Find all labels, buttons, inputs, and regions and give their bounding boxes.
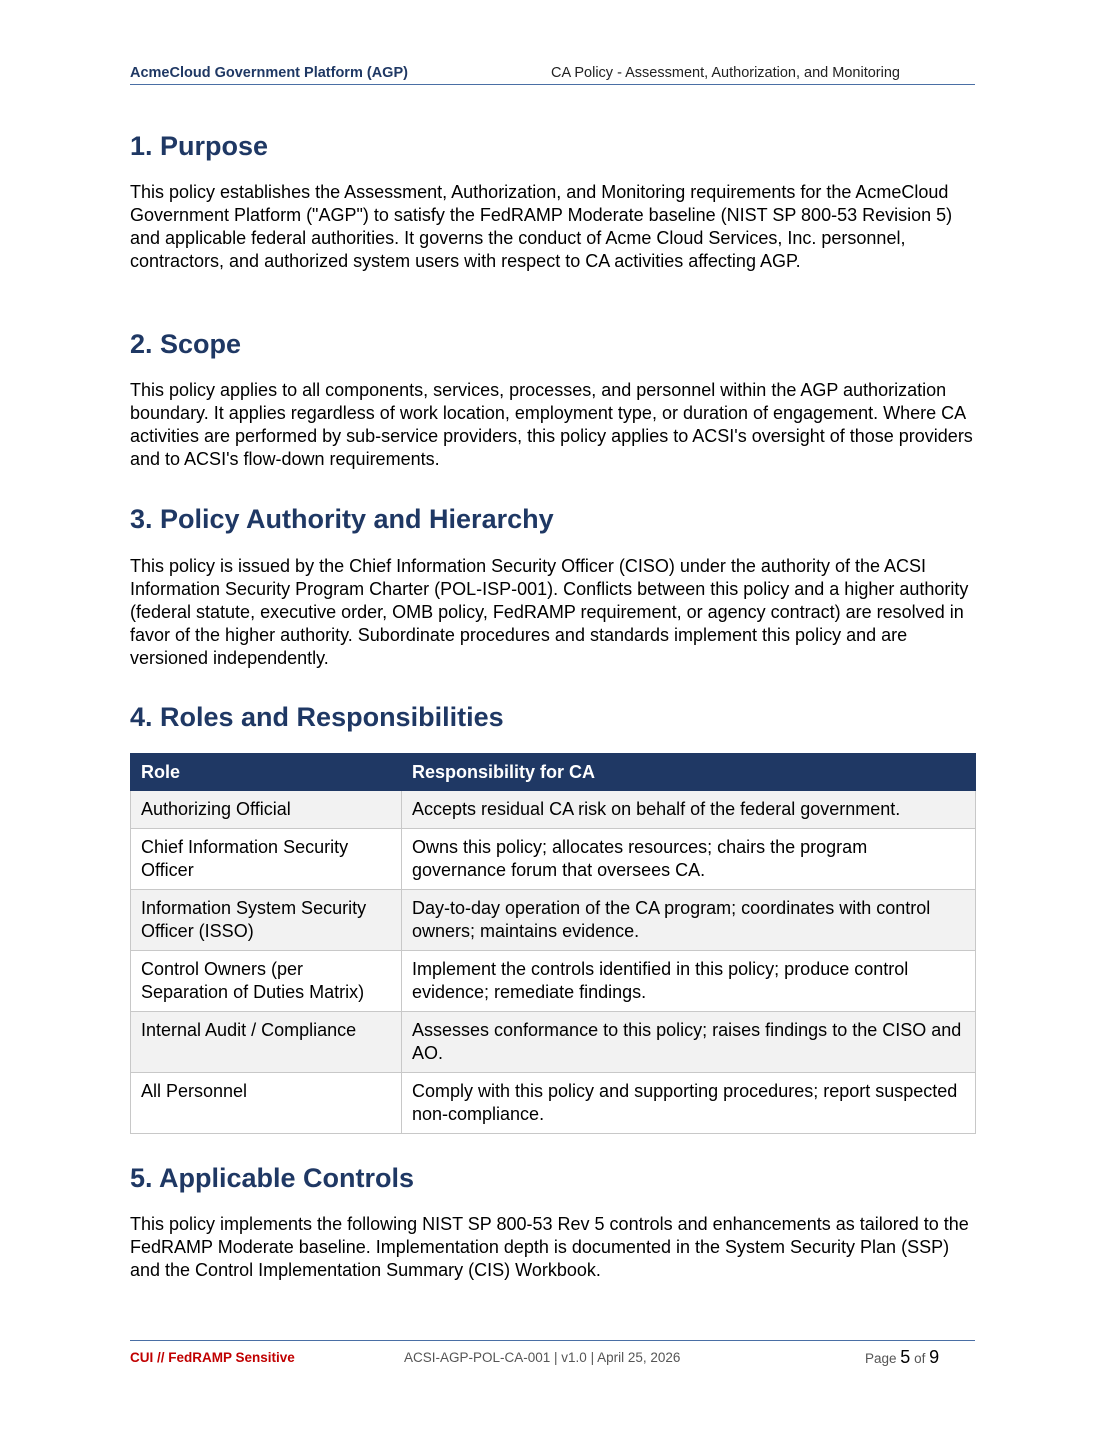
cui-marking: CUI // FedRAMP Sensitive bbox=[130, 1350, 295, 1365]
responsibility-cell: Comply with this policy and supporting procedures; report suspected non-compliance. bbox=[402, 1073, 976, 1134]
section-body-policy-authority: This policy is issued by the Chief Information Security Officer (CISO) under the authority of the ACSI Information Security Program Charter (POL-ISP-001). Conflicts between this policy and a higher authority (federal statute, executive order, OMB policy, FedRAMP requirement, or agency contract) are resolved in favor of the higher authority. Subordinate procedures and standards implement this policy and are versioned independently. bbox=[130, 556, 969, 668]
section-heading-scope: 2. Scope bbox=[130, 329, 242, 359]
responsibility-cell: Assesses conformance to this policy; raises findings to the CISO and AO. bbox=[402, 1012, 976, 1073]
role-cell: Authorizing Official bbox=[131, 791, 402, 829]
page-header bbox=[130, 62, 975, 85]
page-word: Page bbox=[865, 1351, 897, 1366]
section-heading-applicable-controls: 5. Applicable Controls bbox=[130, 1163, 415, 1193]
responsibility-cell: Owns this policy; allocates resources; chairs the program governance forum that oversees CA. bbox=[402, 829, 976, 890]
of-word: of bbox=[914, 1351, 926, 1366]
column-header-role: Role bbox=[131, 754, 402, 791]
header-platform-name: AcmeCloud Government Platform (AGP) bbox=[130, 65, 408, 81]
column-header-responsibility: Responsibility for CA bbox=[402, 754, 976, 791]
table-row bbox=[131, 890, 976, 951]
roles-table bbox=[130, 753, 976, 1134]
role-cell: Control Owners (per Separation of Duties Matrix) bbox=[131, 951, 402, 1012]
table-row bbox=[131, 1073, 976, 1134]
table-row bbox=[131, 829, 976, 890]
section-body-purpose: This policy establishes the Assessment, Authorization, and Monitoring requirements for the AcmeCloud Government Platform ("AGP") to satisfy the FedRAMP Moderate baseline (NIST SP 800-53 Revision 5) and applicable federal authorities. It governs the conduct of Acme Cloud Services, Inc. personnel, contractors, and authorized system users with respect to CA activities affecting AGP. bbox=[130, 182, 953, 271]
section-heading-roles: 4. Roles and Responsibilities bbox=[130, 702, 504, 732]
responsibility-cell: Accepts residual CA risk on behalf of the federal government. bbox=[402, 791, 976, 829]
page-number: 5 bbox=[900, 1347, 911, 1367]
role-cell: Internal Audit / Compliance bbox=[131, 1012, 402, 1073]
responsibility-cell: Implement the controls identified in this policy; produce control evidence; remediate findings. bbox=[402, 951, 976, 1012]
table-row bbox=[131, 1012, 976, 1073]
page-indicator bbox=[865, 1347, 939, 1368]
page-total: 9 bbox=[929, 1347, 940, 1367]
responsibility-cell: Day-to-day operation of the CA program; coordinates with control owners; maintains evidence. bbox=[402, 890, 976, 951]
page-footer bbox=[130, 1340, 975, 1371]
section-body-applicable-controls: This policy implements the following NIST SP 800-53 Rev 5 controls and enhancements as tailored to the FedRAMP Moderate baseline. Implementation depth is documented in the System Security Plan (SSP) and the Control Implementation Summary (CIS) Workbook. bbox=[130, 1214, 969, 1280]
table-header-row bbox=[131, 754, 976, 791]
role-cell: All Personnel bbox=[131, 1073, 402, 1134]
role-cell: Information System Security Officer (ISSO) bbox=[131, 890, 402, 951]
role-cell: Chief Information Security Officer bbox=[131, 829, 402, 890]
section-heading-purpose: 1. Purpose bbox=[130, 131, 269, 161]
section-body-scope: This policy applies to all components, services, processes, and personnel within the AGP authorization boundary. It applies regardless of work location, employment type, or duration of engagement. Where CA activities are performed by sub-service providers, this policy applies to ACSI's oversight of those providers and to ACSI's flow-down requirements. bbox=[130, 380, 973, 469]
header-document-title: CA Policy - Assessment, Authorization, and Monitoring bbox=[551, 65, 900, 81]
section-heading-policy-authority: 3. Policy Authority and Hierarchy bbox=[130, 504, 554, 534]
document-id: ACSI-AGP-POL-CA-001 | v1.0 | April 25, 2026 bbox=[404, 1350, 681, 1365]
table-row bbox=[131, 951, 976, 1012]
table-row bbox=[131, 791, 976, 829]
